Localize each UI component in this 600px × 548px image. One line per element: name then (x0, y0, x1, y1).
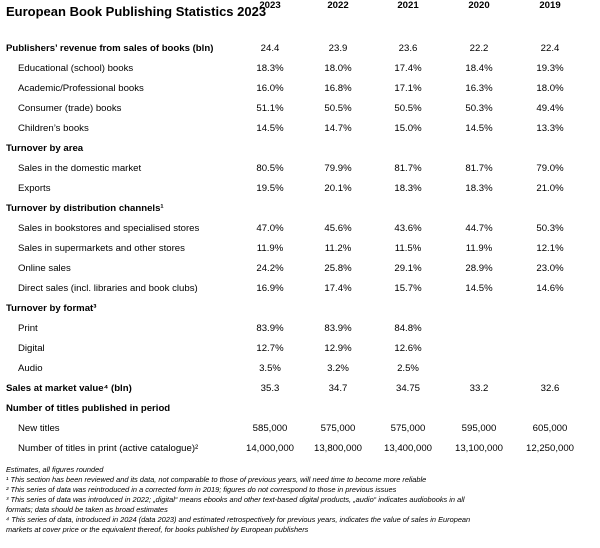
footnote-line: Estimates, all figures rounded (6, 465, 104, 474)
table-row (0, 283, 600, 301)
cell-value: 19.5% (256, 183, 284, 194)
cell-value: 45.6% (324, 223, 352, 234)
table-row (0, 263, 600, 281)
row-label: Sales at market value⁴ (bln) (6, 383, 132, 394)
cell-value: 35.3 (260, 383, 280, 394)
table-row (0, 83, 600, 101)
cell-value: 24.4 (260, 43, 280, 54)
cell-value: 2.5% (397, 363, 419, 374)
cell-value: 22.2 (469, 43, 489, 54)
cell-value: 12,250,000 (525, 443, 574, 454)
row-label: Turnover by area (6, 143, 84, 154)
footnote-line: formats; data should be taken as broad estimates (6, 505, 168, 514)
cell-value: 12.9% (324, 343, 352, 354)
cell-value: 50.5% (324, 103, 352, 114)
cell-value: 15.7% (394, 283, 422, 294)
cell-value: 18.3% (256, 63, 284, 74)
section-row (0, 403, 600, 421)
footnote-line: ² This series of data was reintroduced in a corrected form in 2019; figures do not correspond to those in previous issues (6, 485, 397, 494)
cell-value: 83.9% (324, 323, 352, 334)
footnote-line: ⁴ This series of data, introduced in 2024 (data 2023) and estimated retrospectively for previous years, indicates the value of sales in European (6, 515, 471, 524)
cell-value: 18.0% (324, 63, 352, 74)
cell-value: 14.5% (465, 283, 493, 294)
cell-value: 81.7% (394, 163, 422, 174)
cell-value: 44.7% (465, 223, 493, 234)
footnote-line: ³ This series of data was introduced in 2022; „digital“ means ebooks and other text-based digital products, „audio“ indicates audiobooks in all (6, 495, 465, 504)
cell-value: 11.9% (256, 243, 284, 254)
row-label: Print (18, 323, 38, 334)
table-row (0, 183, 600, 201)
table-row (0, 363, 600, 381)
cell-value: 33.2 (469, 383, 489, 394)
cell-value: 50.3% (465, 103, 493, 114)
cell-value: 14.6% (536, 283, 564, 294)
cell-value: 47.0% (256, 223, 284, 234)
cell-value: 13,400,000 (383, 443, 432, 454)
cell-value: 575,000 (390, 423, 426, 434)
cell-value: 13.3% (536, 123, 564, 134)
cell-value: 11.5% (394, 243, 422, 254)
footnotes (6, 465, 596, 535)
cell-value: 25.8% (324, 263, 352, 274)
section-row (0, 143, 600, 161)
cell-value: 14.7% (324, 123, 352, 134)
cell-value: 14.5% (256, 123, 284, 134)
cell-value: 11.9% (465, 243, 493, 254)
year-header-4: 2019 (539, 0, 561, 11)
cell-value: 29.1% (394, 263, 422, 274)
row-label: Online sales (18, 263, 71, 274)
cell-value: 23.6 (398, 43, 418, 54)
cell-value: 18.3% (465, 183, 493, 194)
row-label: Educational (school) books (18, 63, 134, 74)
section-row (0, 383, 600, 401)
row-label: Sales in supermarkets and other stores (18, 243, 185, 254)
row-label: Number of titles in print (active catalogue)² (18, 443, 199, 454)
table-row (0, 123, 600, 141)
cell-value: 50.5% (394, 103, 422, 114)
table-row (0, 103, 600, 121)
cell-value: 605,000 (532, 423, 568, 434)
table-row (0, 443, 600, 461)
row-label: Turnover by format³ (6, 303, 97, 314)
table-row (0, 323, 600, 341)
row-label: New titles (18, 423, 60, 434)
row-label: Academic/Professional books (18, 83, 144, 94)
cell-value: 80.5% (256, 163, 284, 174)
cell-value: 84.8% (394, 323, 422, 334)
cell-value: 18.4% (465, 63, 493, 74)
table-row (0, 243, 600, 261)
row-label: Consumer (trade) books (18, 103, 122, 114)
cell-value: 3.2% (327, 363, 349, 374)
cell-value: 34.75 (395, 383, 420, 394)
cell-value: 15.0% (394, 123, 422, 134)
section-row (0, 203, 600, 221)
row-label: Direct sales (incl. libraries and book clubs) (18, 283, 198, 294)
cell-value: 83.9% (256, 323, 284, 334)
footnote-line: markets at cover price or the equivalent thereof, for books published by European publishers (6, 525, 309, 534)
cell-value: 20.1% (324, 183, 352, 194)
year-header-0: 2023 (259, 0, 281, 11)
cell-value: 16.9% (256, 283, 284, 294)
cell-value: 32.6 (540, 383, 560, 394)
row-label: Children’s books (18, 123, 89, 134)
cell-value: 12.6% (394, 343, 422, 354)
footnote-line: ¹ This section has been reviewed and its data, not comparable to those of previous years, will need time to become more reliable (6, 475, 427, 484)
cell-value: 43.6% (394, 223, 422, 234)
cell-value: 595,000 (461, 423, 497, 434)
table-row (0, 423, 600, 441)
cell-value: 17.1% (394, 83, 422, 94)
cell-value: 51.1% (256, 103, 284, 114)
cell-value: 79.0% (536, 163, 564, 174)
cell-value: 28.9% (465, 263, 493, 274)
row-label: Sales in the domestic market (18, 163, 142, 174)
table-row (0, 343, 600, 361)
cell-value: 13,800,000 (313, 443, 362, 454)
section-row (0, 43, 600, 61)
cell-value: 575,000 (320, 423, 356, 434)
row-label: Audio (18, 363, 43, 374)
cell-value: 16.8% (324, 83, 352, 94)
page-title: European Book Publishing Statistics 2023 (6, 4, 267, 19)
cell-value: 16.3% (465, 83, 493, 94)
cell-value: 34.7 (328, 383, 348, 394)
row-label: Digital (18, 343, 45, 354)
cell-value: 23.9 (328, 43, 348, 54)
cell-value: 3.5% (259, 363, 281, 374)
year-header-1: 2022 (327, 0, 349, 11)
cell-value: 81.7% (465, 163, 493, 174)
section-row (0, 303, 600, 321)
cell-value: 22.4 (540, 43, 560, 54)
table-row (0, 223, 600, 241)
cell-value: 18.3% (394, 183, 422, 194)
year-header-3: 2020 (468, 0, 490, 11)
cell-value: 17.4% (394, 63, 422, 74)
cell-value: 79.9% (324, 163, 352, 174)
cell-value: 19.3% (536, 63, 564, 74)
cell-value: 11.2% (324, 243, 352, 254)
cell-value: 21.0% (536, 183, 564, 194)
row-label: Publishers’ revenue from sales of books (bln) (6, 43, 214, 54)
cell-value: 12.1% (536, 243, 564, 254)
row-label: Exports (18, 183, 51, 194)
table-row (0, 63, 600, 81)
cell-value: 585,000 (252, 423, 288, 434)
row-label: Sales in bookstores and specialised stores (18, 223, 200, 234)
cell-value: 50.3% (536, 223, 564, 234)
year-header-2: 2021 (397, 0, 419, 11)
table-row (0, 163, 600, 181)
cell-value: 17.4% (324, 283, 352, 294)
cell-value: 13,100,000 (454, 443, 503, 454)
cell-value: 16.0% (256, 83, 284, 94)
row-label: Number of titles published in period (6, 403, 171, 414)
row-label: Turnover by distribution channels¹ (6, 203, 164, 214)
cell-value: 18.0% (536, 83, 564, 94)
cell-value: 14,000,000 (245, 443, 294, 454)
cell-value: 49.4% (536, 103, 564, 114)
cell-value: 14.5% (465, 123, 493, 134)
cell-value: 24.2% (256, 263, 284, 274)
cell-value: 12.7% (256, 343, 284, 354)
cell-value: 23.0% (536, 263, 564, 274)
